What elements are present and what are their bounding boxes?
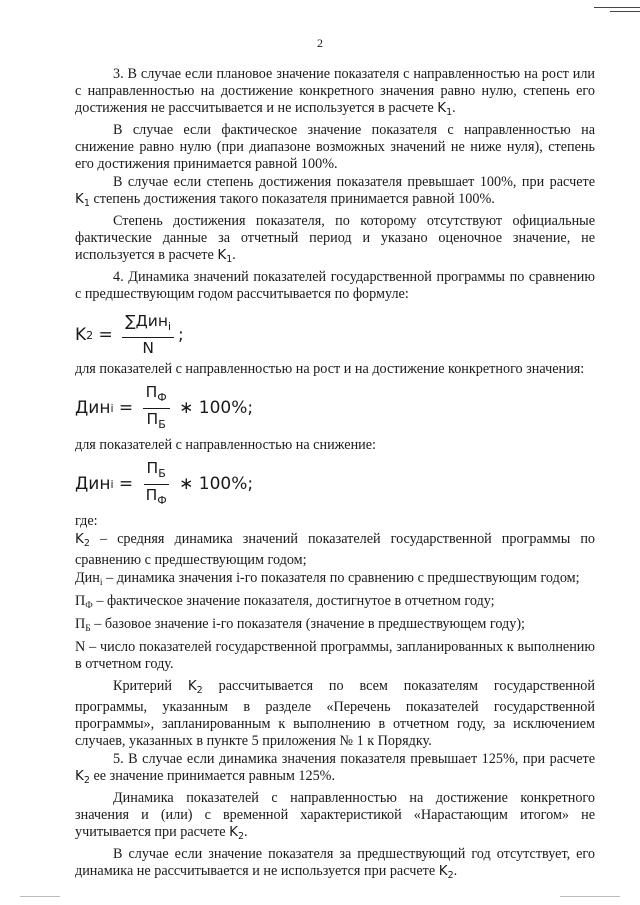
formula-din-growth: Дин i = $\frac{П_Ф}{П_Б}$ ∗ 100%;	[75, 383, 254, 431]
where-label: где:	[75, 513, 98, 529]
fraction: $\frac{П_Ф}{П_Б}$	[143, 384, 170, 433]
paragraph: Динамика показателей с направленностью на достижение конкретного значения и (или) с временной характеристикой «Нарастающим итогом» не учитывается при расчете $K_2$.	[75, 790, 595, 842]
formula-k2: K 2 = $\frac{\sum Дин_i}{N}$ ;	[75, 312, 184, 357]
definition-n: N – число показателей государственной программы, запланированных к выполнению в отчетном году.	[75, 639, 595, 672]
scan-artifact	[560, 896, 620, 897]
paragraph: для показателей с направленностью на рост и на достижение конкретного значения:	[75, 361, 585, 377]
paragraph: 3. В случае если плановое значение показателя с направленностью на рост или с направленностью на достижение конкретного значения равно нулю, степень его достижения не рассчитывается и не используется в расчете $K_1$.	[75, 66, 595, 118]
paragraph: 5. В случае если динамика значения показателя превышает 125%, при расчете $K_2$ ее значение принимается равным 125%.	[75, 751, 595, 786]
k1-symbol: $K_1$	[75, 191, 90, 209]
definition-pf: $П_Ф$ – фактическое значение показателя, достигнутое в отчетном году;	[75, 593, 495, 611]
paragraph: Критерий $K_2$ рассчитывается по всем показателям государственной программы, указанным в разделе «Перечень показателей государственной программы», запланированным к выполнению в отчетном году, за исключением случаев, указанных в пункте 5 приложения № 1 к Порядку.	[75, 678, 595, 749]
definition-din: Дин$_i$ – динамика значения i-го показателя по сравнению с предшествующим годом;	[75, 570, 580, 588]
paragraph: В случае если значение показателя за предшествующий год отсутствует, его динамика не рассчитывается и не используется при расчете $K_2$.	[75, 846, 595, 881]
k2-symbol: $K_2$	[438, 863, 454, 881]
formula-din-decrease: Дин i = $\frac{П_Б}{П_Ф}$ ∗ 100%;	[75, 459, 254, 507]
k1-symbol: $K_1$	[437, 100, 453, 118]
scan-artifact	[20, 896, 60, 897]
paragraph: В случае если степень достижения показателя превышает 100%, при расчете $K_1$ степень достижения такого показателя принимается равной 100%.	[75, 174, 595, 209]
k2-symbol: $K_2$	[187, 678, 203, 696]
k1-symbol: $K_1$	[217, 247, 233, 265]
k2-symbol: $K_2$	[75, 768, 90, 786]
paragraph: для показателей с направленностью на снижение:	[75, 437, 376, 453]
k2-symbol: $K_2$	[229, 824, 245, 842]
corner-mark	[610, 11, 640, 12]
fraction: $\frac{\sum Дин_i}{N}$	[122, 313, 174, 357]
paragraph: В случае если фактическое значение показателя с направленностью на снижение равно нулю (при диапазоне возможных значений не ниже нуля), степень его достижения принимается равной 100%.	[75, 122, 595, 172]
document-body	[75, 66, 595, 885]
definition-pb: $П_Б$ – базовое значение i-го показателя (значение в предшествующем году);	[75, 616, 525, 634]
page-number: 2	[317, 36, 323, 50]
fraction: $\frac{П_Б}{П_Ф}$	[143, 460, 170, 509]
definition-k2: $K_2$ – средняя динамика значений показателей государственной программы по сравнению с предшествующим годом;	[75, 531, 596, 568]
corner-mark	[594, 7, 640, 8]
paragraph: Степень достижения показателя, по которому отсутствуют официальные фактические данные за отчетный период и указано оценочное значение, не используется в расчете $K_1$.	[75, 213, 595, 265]
paragraph: 4. Динамика значений показателей государственной программы по сравнению с предшествующим годом рассчитывается по формуле:	[75, 269, 595, 302]
